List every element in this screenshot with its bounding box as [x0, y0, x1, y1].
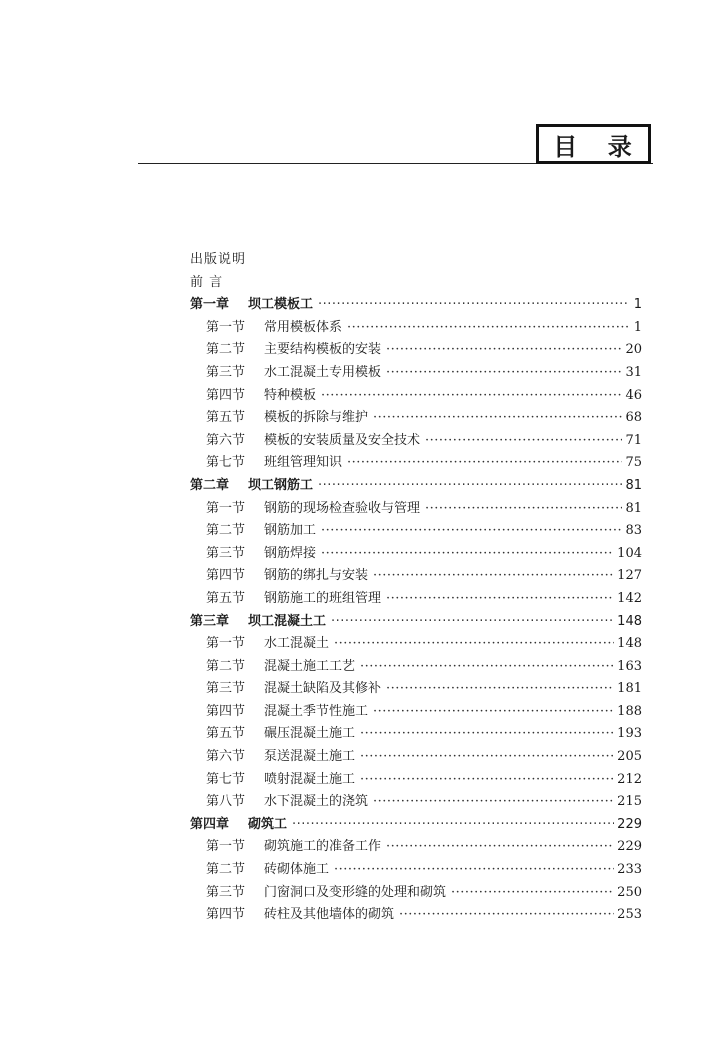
- toc-page-number: 163: [617, 658, 642, 674]
- toc-section: [190, 858, 642, 881]
- toc-entry-label: 第二节: [206, 658, 246, 674]
- toc-leader-dots: [321, 388, 622, 403]
- toc-leader-dots: [321, 523, 622, 538]
- toc-page-number: 46: [625, 387, 642, 403]
- toc-page-number: 83: [625, 523, 642, 539]
- toc-leader-dots: [451, 885, 614, 900]
- toc-leader-dots: [386, 591, 614, 606]
- toc-section: [190, 903, 642, 926]
- toc-front-matter: [190, 248, 642, 271]
- toc-entry-title: 喷射混凝土施工: [264, 771, 356, 787]
- toc-title-box: [536, 124, 651, 164]
- toc-page-number: 212: [617, 771, 642, 787]
- toc-section: [190, 338, 642, 361]
- toc-entry-title: 水下混凝土的浇筑: [264, 794, 369, 810]
- toc-section: [190, 881, 642, 904]
- toc-entry-title: 钢筋的现场检查验收与管理: [264, 500, 421, 516]
- toc-page-number: 253: [617, 907, 642, 923]
- toc-section: [190, 497, 642, 520]
- toc-entry-label: 第四节: [206, 907, 246, 923]
- toc-entry-label: 第五节: [206, 726, 246, 742]
- toc-entry-label: 第五节: [206, 590, 246, 606]
- toc-page-number: 1: [633, 319, 642, 335]
- toc-section: [190, 406, 642, 429]
- toc-page-number: 233: [617, 862, 642, 878]
- toc-entry-label: 第四节: [206, 387, 246, 403]
- toc-leader-dots: [347, 320, 629, 335]
- toc-entry-title: 砖砌体施工: [264, 862, 330, 878]
- toc-entry-title: 混凝土施工工艺: [264, 658, 356, 674]
- toc-entry-label: 第一节: [206, 839, 246, 855]
- toc-section: [190, 768, 642, 791]
- toc-section: [190, 655, 642, 678]
- toc-leader-dots: [360, 772, 614, 787]
- toc-entry-title: 碾压混凝土施工: [264, 726, 356, 742]
- toc-entry-title: 砌筑工: [248, 816, 288, 832]
- toc-page-number: 31: [625, 364, 642, 380]
- toc-page-number: 181: [617, 681, 642, 697]
- toc-entry-label: 第七节: [206, 771, 246, 787]
- toc-page-number: 229: [617, 839, 642, 855]
- toc-entry-title: 常用模板体系: [264, 319, 343, 335]
- toc-entry-title: 钢筋焊接: [264, 545, 317, 561]
- toc-page-number: 71: [625, 432, 642, 448]
- toc-entry-title: 坝工钢筋工: [248, 477, 314, 493]
- toc-page-number: 148: [617, 636, 642, 652]
- toc-leader-dots: [318, 297, 629, 312]
- toc-section: [190, 564, 642, 587]
- toc-page-number: 229: [617, 816, 642, 832]
- toc-leader-dots: [386, 365, 622, 380]
- toc-entry-label: 第四章: [190, 816, 230, 832]
- toc-section: [190, 722, 642, 745]
- toc-page-number: 250: [617, 884, 642, 900]
- toc-leader-dots: [373, 704, 614, 719]
- toc-leader-dots: [331, 614, 614, 629]
- table-of-contents: [190, 248, 642, 926]
- toc-page-number: 205: [617, 749, 642, 765]
- toc-entry-label: 第一节: [206, 500, 246, 516]
- toc-entry-label: 第三节: [206, 545, 246, 561]
- toc-entry-title: 砖柱及其他墙体的砌筑: [264, 907, 395, 923]
- toc-title-char-2: 录: [607, 132, 634, 161]
- toc-entry-title: 钢筋施工的班组管理: [264, 590, 382, 606]
- toc-entry-label: 第五节: [206, 410, 246, 426]
- toc-leader-dots: [386, 681, 614, 696]
- toc-title-char-1: 目: [553, 132, 580, 161]
- toc-entry-label: 第一章: [190, 297, 230, 313]
- toc-leader-dots: [399, 907, 614, 922]
- toc-entry-label: 第一节: [206, 636, 246, 652]
- toc-entry-label: 第六节: [206, 432, 246, 448]
- toc-entry-title: 坝工模板工: [248, 297, 314, 313]
- toc-page-number: 148: [617, 613, 642, 629]
- toc-entry-title: 门窗洞口及变形缝的处理和砌筑: [264, 884, 447, 900]
- toc-section: [190, 429, 642, 452]
- toc-section: [190, 384, 642, 407]
- toc-leader-dots: [373, 794, 614, 809]
- toc-entry-title: 水工混凝土专用模板: [264, 364, 382, 380]
- toc-entry-title: 砌筑施工的准备工作: [264, 839, 382, 855]
- toc-entry-title: 主要结构模板的安装: [264, 342, 382, 358]
- toc-leader-dots: [386, 342, 622, 357]
- toc-entry-title: 出版说明: [190, 252, 247, 267]
- toc-section: [190, 700, 642, 723]
- toc-section: [190, 835, 642, 858]
- toc-entry-label: 第二节: [206, 342, 246, 358]
- toc-leader-dots: [425, 433, 622, 448]
- toc-chapter: [190, 293, 642, 316]
- toc-entry-title: 钢筋的绑扎与安装: [264, 568, 369, 584]
- toc-leader-dots: [334, 862, 614, 877]
- toc-entry-label: 第三节: [206, 681, 246, 697]
- toc-leader-dots: [292, 817, 614, 832]
- toc-leader-dots: [334, 636, 614, 651]
- toc-page-number: 104: [617, 545, 642, 561]
- toc-section: [190, 542, 642, 565]
- toc-section: [190, 451, 642, 474]
- toc-entry-title: 混凝土缺陷及其修补: [264, 681, 382, 697]
- toc-page-number: 188: [617, 703, 642, 719]
- toc-entry-title: 混凝土季节性施工: [264, 703, 369, 719]
- toc-section: [190, 587, 642, 610]
- toc-leader-dots: [386, 839, 614, 854]
- toc-leader-dots: [360, 659, 614, 674]
- toc-leader-dots: [373, 410, 622, 425]
- toc-entry-label: 第一节: [206, 319, 246, 335]
- toc-page-number: 142: [617, 590, 642, 606]
- toc-leader-dots: [321, 546, 614, 561]
- toc-entry-title: 水工混凝土: [264, 636, 330, 652]
- toc-section: [190, 790, 642, 813]
- toc-entry-title: 钢筋加工: [264, 523, 317, 539]
- toc-front-matter: [190, 271, 642, 294]
- toc-entry-title: 泵送混凝土施工: [264, 749, 356, 765]
- toc-chapter: [190, 610, 642, 633]
- toc-page-number: 215: [617, 794, 642, 810]
- toc-entry-label: 第四节: [206, 568, 246, 584]
- toc-entry-label: 第三节: [206, 884, 246, 900]
- toc-leader-dots: [360, 726, 614, 741]
- toc-entry-label: 第六节: [206, 749, 246, 765]
- toc-page-number: 20: [625, 342, 642, 358]
- toc-entry-title: 模板的拆除与维护: [264, 410, 369, 426]
- toc-entry-title: 模板的安装质量及安全技术: [264, 432, 421, 448]
- toc-page-number: 1: [633, 297, 642, 313]
- toc-entry-label: 第四节: [206, 703, 246, 719]
- toc-entry-label: 第二节: [206, 523, 246, 539]
- toc-leader-dots: [425, 501, 622, 516]
- toc-entry-label: 第三章: [190, 613, 230, 629]
- toc-section: [190, 361, 642, 384]
- toc-chapter: [190, 813, 642, 836]
- toc-chapter: [190, 474, 642, 497]
- toc-entry-title: 前 言: [190, 274, 224, 290]
- toc-entry-title: 特种模板: [264, 387, 317, 403]
- toc-entry-label: 第七节: [206, 455, 246, 471]
- toc-leader-dots: [318, 478, 622, 493]
- toc-page-number: 75: [625, 455, 642, 471]
- toc-section: [190, 745, 642, 768]
- toc-leader-dots: [360, 749, 614, 764]
- toc-entry-label: 第二章: [190, 477, 230, 493]
- toc-entry-title: 坝工混凝土工: [248, 613, 327, 629]
- toc-section: [190, 519, 642, 542]
- toc-page-number: 68: [625, 410, 642, 426]
- toc-page-number: 81: [625, 500, 642, 516]
- toc-page-number: 193: [617, 726, 642, 742]
- toc-entry-title: 班组管理知识: [264, 455, 343, 471]
- toc-section: [190, 316, 642, 339]
- toc-entry-label: 第八节: [206, 794, 246, 810]
- toc-leader-dots: [347, 455, 622, 470]
- toc-entry-label: 第二节: [206, 862, 246, 878]
- toc-section: [190, 677, 642, 700]
- toc-page-number: 81: [625, 477, 642, 493]
- toc-leader-dots: [373, 568, 614, 583]
- toc-entry-label: 第三节: [206, 364, 246, 380]
- toc-section: [190, 632, 642, 655]
- toc-page-number: 127: [617, 568, 642, 584]
